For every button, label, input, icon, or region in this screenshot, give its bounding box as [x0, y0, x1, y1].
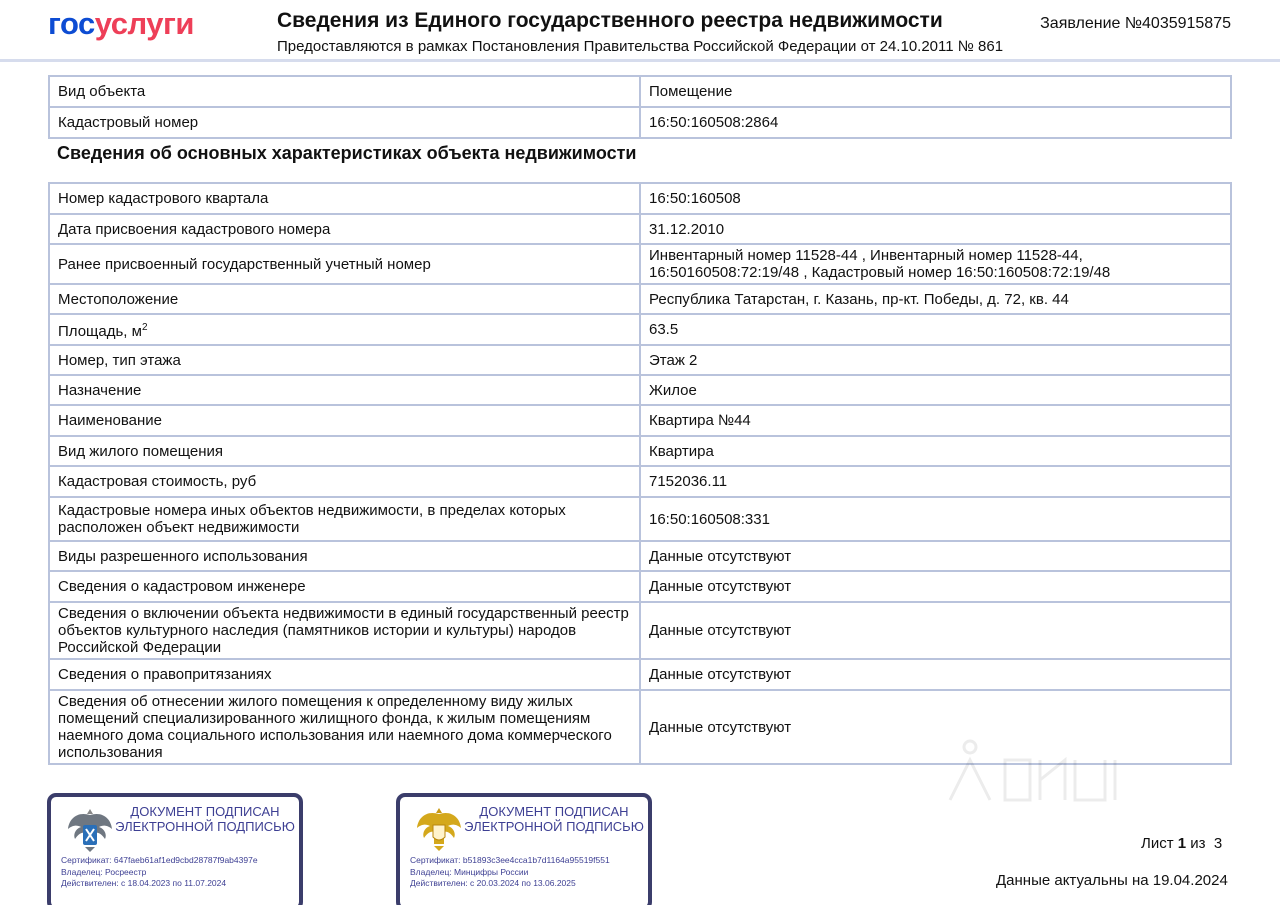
page-header — [0, 0, 1280, 62]
table-row — [49, 214, 1231, 244]
rosreestr-emblem-icon — [65, 805, 115, 853]
row-value: Помещение — [640, 76, 1231, 107]
stamp-validity: Действителен: с 18.04.2023 по 11.07.2024 — [61, 878, 227, 888]
row-value: Данные отсутствуют — [640, 690, 1231, 764]
row-label — [49, 314, 640, 345]
table-row — [49, 244, 1231, 284]
sheet-prefix: Лист — [1141, 835, 1174, 852]
row-label: Вид объекта — [49, 76, 640, 107]
row-value: 31.12.2010 — [640, 214, 1231, 244]
stamp-title: ДОКУМЕНТ ПОДПИСАН ЭЛЕКТРОННОЙ ПОДПИСЬЮ — [115, 804, 295, 834]
row-label: Кадастровые номера иных объектов недвижимости, в пределах которых расположен объект недвижимости — [49, 497, 640, 541]
stamp-title: ДОКУМЕНТ ПОДПИСАН ЭЛЕКТРОННОЙ ПОДПИСЬЮ — [464, 804, 644, 834]
table-row — [49, 602, 1231, 659]
table-row — [49, 436, 1231, 466]
table-row — [49, 405, 1231, 436]
row-label: Ранее присвоенный государственный учетный номер — [49, 244, 640, 284]
watermark-icon — [940, 735, 1140, 805]
row-value: 7152036.11 — [640, 466, 1231, 497]
row-label: Номер кадастрового квартала — [49, 183, 640, 214]
table-row — [49, 571, 1231, 602]
logo-part-gos: гос — [48, 6, 95, 41]
sheet-current: 1 — [1177, 835, 1187, 852]
area-label: Площадь, м — [58, 323, 142, 340]
stamp-owner: Владелец: Росреестр — [61, 866, 147, 877]
row-value: Квартира №44 — [640, 405, 1231, 436]
document-title: Сведения из Единого государственного реестра недвижимости — [277, 9, 943, 32]
logo-part-uslugi: услуги — [94, 6, 194, 41]
stamp-validity: Действителен: с 20.03.2024 по 13.06.2025 — [410, 878, 576, 888]
document-subtitle: Предоставляются в рамках Постановления Правительства Российской Федерации от 24.10.2011 № 861 — [277, 38, 1004, 55]
table-row — [49, 466, 1231, 497]
area-unit-superscript: 2 — [141, 322, 148, 333]
row-value: Данные отсутствуют — [640, 571, 1231, 602]
row-label: Сведения об отнесении жилого помещения к определенному виду жилых помещений специализированного жилищного фонда, к жилым помещениям наемного дома социального использования или наемного дома коммерческого использования — [49, 690, 640, 764]
row-value: 16:50:160508:2864 — [640, 107, 1231, 138]
table-row — [49, 345, 1231, 375]
row-label: Дата присвоения кадастрового номера — [49, 214, 640, 244]
sheet-mid: из — [1190, 835, 1206, 852]
gosuslugi-logo — [48, 6, 194, 42]
object-table — [48, 75, 1232, 139]
row-label: Сведения о включении объекта недвижимости в единый государственный реестр объектов культурного наследия (памятников истории и культуры) народов Российской Федерации — [49, 602, 640, 659]
row-label: Виды разрешенного использования — [49, 541, 640, 571]
row-value: 16:50:160508 — [640, 183, 1231, 214]
row-value: Данные отсутствуют — [640, 541, 1231, 571]
table-row — [49, 659, 1231, 690]
stamp-details — [410, 855, 610, 890]
table-row — [49, 107, 1231, 138]
row-label: Сведения о правопритязаниях — [49, 659, 640, 690]
row-label: Кадастровая стоимость, руб — [49, 466, 640, 497]
coat-of-arms-icon — [414, 805, 464, 853]
e-signature-stamp-rosreestr — [47, 793, 303, 905]
table-row — [49, 541, 1231, 571]
row-label: Сведения о кадастровом инженере — [49, 571, 640, 602]
row-value: Этаж 2 — [640, 345, 1231, 375]
section-title: Сведения об основных характеристиках объекта недвижимости — [57, 143, 637, 163]
table-row — [49, 76, 1231, 107]
row-value: Жилое — [640, 375, 1231, 405]
page-counter — [1141, 835, 1222, 852]
row-value: 63.5 — [640, 314, 1231, 345]
row-value: Республика Татарстан, г. Казань, пр-кт. Победы, д. 72, кв. 44 — [640, 284, 1231, 314]
stamp-owner: Владелец: Минцифры России — [410, 866, 529, 877]
stamp-certificate: Сертификат: b51893c3ee4cca1b7d1164a95519f551 — [410, 855, 610, 865]
table-row — [49, 314, 1231, 345]
e-signature-stamp-mincifry — [396, 793, 652, 905]
row-label: Номер, тип этажа — [49, 345, 640, 375]
row-value: 16:50:160508:331 — [640, 497, 1231, 541]
table-row — [49, 375, 1231, 405]
stamp-certificate: Сертификат: 647faeb61af1ed9cbd28787f9ab4397e — [61, 855, 258, 865]
row-label: Местоположение — [49, 284, 640, 314]
row-value: Инвентарный номер 11528-44 , Инвентарный номер 11528-44, 16:50160508:72:19/48 , Кадастровый номер 16:50:160508:72:19/48 — [640, 244, 1231, 284]
sheet-total: 3 — [1213, 835, 1223, 852]
table-row — [49, 497, 1231, 541]
table-row — [49, 284, 1231, 314]
row-label: Наименование — [49, 405, 640, 436]
characteristics-table — [48, 182, 1232, 765]
row-value: Квартира — [640, 436, 1231, 466]
data-actual-date: Данные актуальны на 19.04.2024 — [996, 872, 1228, 889]
stamp-details — [61, 855, 258, 890]
table-row — [49, 183, 1231, 214]
row-label: Кадастровый номер — [49, 107, 640, 138]
application-number: Заявление №4035915875 — [1040, 15, 1231, 32]
row-label: Назначение — [49, 375, 640, 405]
row-value: Данные отсутствуют — [640, 659, 1231, 690]
row-label: Вид жилого помещения — [49, 436, 640, 466]
row-value: Данные отсутствуют — [640, 602, 1231, 659]
